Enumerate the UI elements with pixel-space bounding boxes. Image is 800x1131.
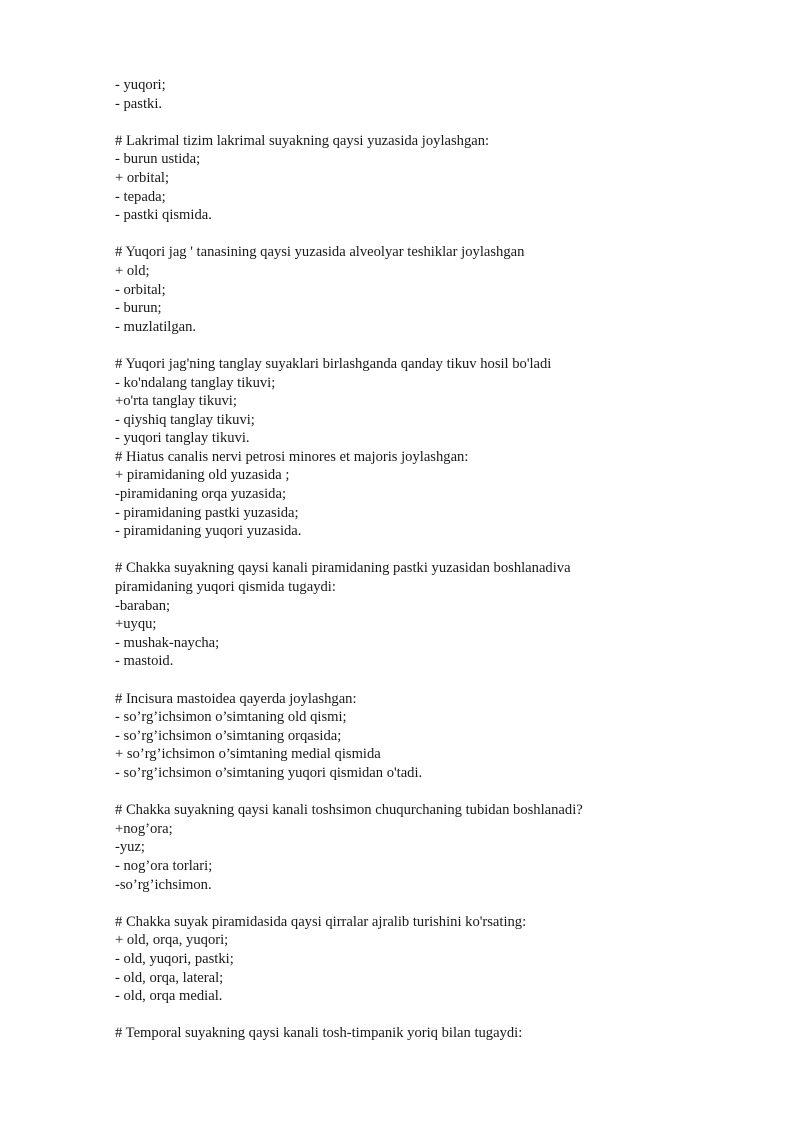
- question-line: # Hiatus canalis nervi petrosi minores et majoris joylashgan:: [115, 448, 469, 465]
- answer-line: - mastoid.: [115, 653, 174, 670]
- answer-line: - pastki qismida.: [115, 207, 212, 224]
- answer-line: - yuqori;: [115, 77, 166, 93]
- correct-answer-line: +o'rta tanglay tikuvi;: [115, 393, 237, 410]
- answer-line: - burun ustida;: [115, 151, 201, 168]
- question-line: # Chakka suyakning qaysi kanali piramidaning pastki yuzasidan boshlanadiva: [115, 560, 571, 577]
- question-line: # Yuqori jag ' tanasining qaysi yuzasida alveolyar teshiklar joylashgan: [115, 244, 525, 261]
- question-line: # Chakka suyak piramidasida qaysi qirralar ajralib turishini ko'rsating:: [115, 913, 527, 930]
- answer-line: - piramidaning yuqori yuzasida.: [115, 523, 302, 540]
- answer-line: - old, yuqori, pastki;: [115, 950, 234, 967]
- correct-answer-line: + old, orqa, yuqori;: [115, 932, 229, 949]
- answer-line: - nog’ora torlari;: [115, 857, 213, 874]
- answer-line: - muzlatilgan.: [115, 318, 197, 335]
- answer-line: - yuqori tanglay tikuvi.: [115, 430, 250, 447]
- answer-line: - mushak-naycha;: [115, 634, 220, 651]
- question-line: # Temporal suyakning qaysi kanali tosh-timpanik yoriq bilan tugaydi:: [115, 1025, 523, 1042]
- text-line: piramidaning yuqori qismida tugaydi:: [115, 579, 336, 596]
- correct-answer-line: + old;: [115, 262, 150, 279]
- blank-line: [115, 894, 755, 913]
- blank-line: [115, 783, 755, 802]
- blank-line: [115, 671, 755, 690]
- answer-line: - burun;: [115, 300, 162, 317]
- answer-line: - qiyshiq tanglay tikuvi;: [115, 411, 255, 428]
- correct-answer-line: + so’rg’ichsimon o’simtaning medial qismida: [115, 746, 381, 763]
- blank-line: [115, 541, 755, 560]
- blank-line: [115, 336, 755, 355]
- correct-answer-line: + orbital;: [115, 169, 170, 186]
- question-line: # Yuqori jag'ning tanglay suyaklari birlashganda qanday tikuv hosil bo'ladi: [115, 355, 552, 372]
- answer-line: - so’rg’ichsimon o’simtaning old qismi;: [115, 709, 347, 726]
- answer-line: -yuz;: [115, 839, 145, 856]
- answer-line: - so’rg’ichsimon o’simtaning yuqori qismidan o'tadi.: [115, 764, 423, 781]
- answer-line: - piramidaning pastki yuzasida;: [115, 504, 299, 521]
- question-line: # Chakka suyakning qaysi kanali toshsimon chuqurchaning tubidan boshlanadi?: [115, 802, 583, 819]
- question-line: # Incisura mastoidea qayerda joylashgan:: [115, 690, 357, 707]
- document-page: [115, 76, 755, 1043]
- answer-line: -piramidaning orqa yuzasida;: [115, 486, 287, 503]
- correct-answer-line: + piramidaning old yuzasida ;: [115, 467, 290, 484]
- answer-line: -baraban;: [115, 597, 171, 614]
- answer-line: - tepada;: [115, 188, 166, 205]
- correct-answer-line: +nog’ora;: [115, 820, 173, 837]
- blank-line: [115, 225, 755, 244]
- answer-line: - old, orqa medial.: [115, 988, 223, 1005]
- blank-line: [115, 113, 755, 132]
- answer-line: - pastki.: [115, 95, 163, 112]
- correct-answer-line: +uyqu;: [115, 616, 157, 633]
- blank-line: [115, 1006, 755, 1025]
- answer-line: - so’rg’ichsimon o’simtaning orqasida;: [115, 727, 342, 744]
- answer-line: -so’rg’ichsimon.: [115, 876, 212, 893]
- document-text: [115, 76, 755, 1043]
- answer-line: - old, orqa, lateral;: [115, 969, 224, 986]
- answer-line: - ko'ndalang tanglay tikuvi;: [115, 374, 276, 391]
- answer-line: - orbital;: [115, 281, 166, 298]
- question-line: # Lakrimal tizim lakrimal suyakning qaysi yuzasida joylashgan:: [115, 132, 490, 149]
